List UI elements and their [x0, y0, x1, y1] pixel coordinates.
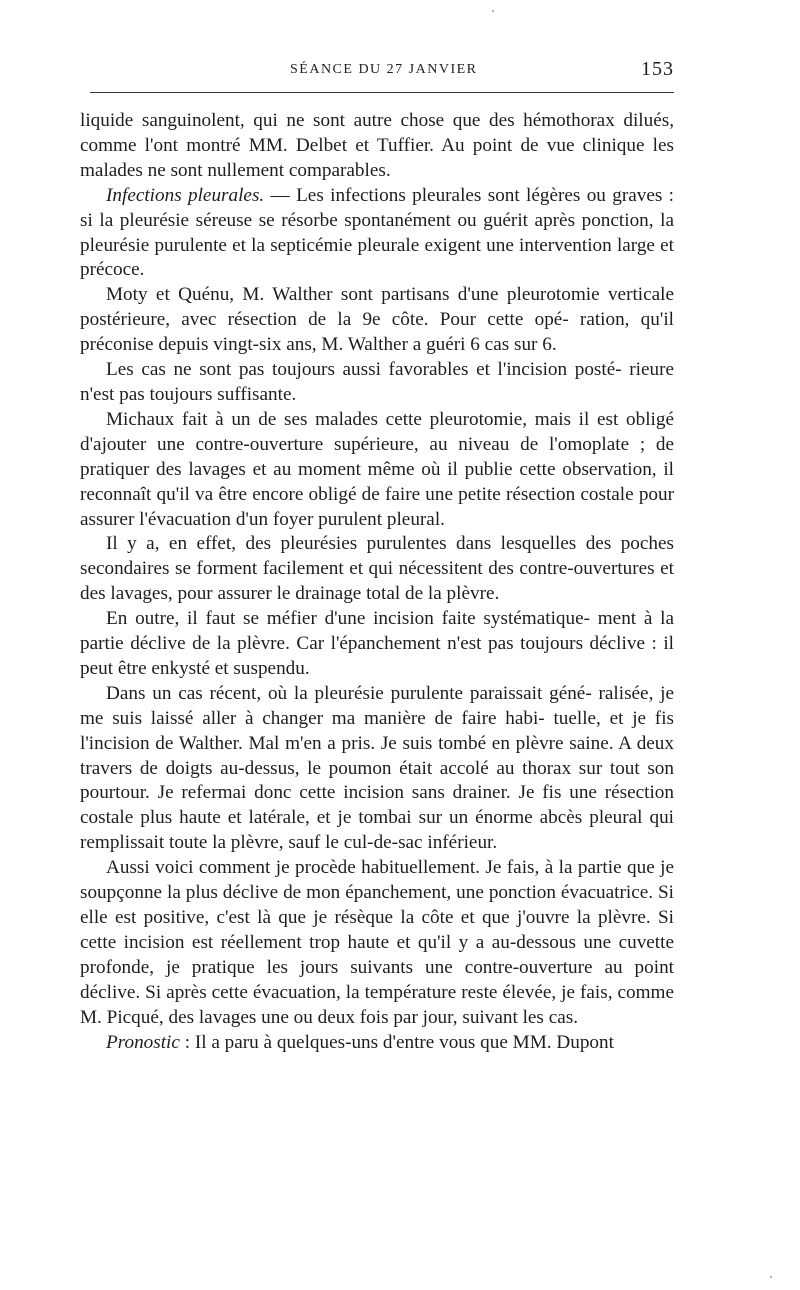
book-page: [80, 58, 674, 1055]
paragraph: [80, 358, 674, 408]
body-text: [80, 109, 674, 1055]
paragraph-text: Michaux fait à un de ses malades cette pleurotomie, mais il est obligé d'ajouter une contre-ouverture supérieure, au niveau de l'omoplate ; de pratiquer des lavages et au moment même où il publie cette observation, il reconnaît qu'il va être encore obligé de faire une petite résection costale pour assurer l'évacuation d'un foyer purulent pleural.: [80, 408, 674, 530]
paragraph-text: : Il a paru à quelques-uns d'entre vous que MM. Dupont: [179, 1031, 614, 1053]
paragraph: [80, 283, 674, 358]
paragraph-text: En outre, il faut se méfier d'une incision faite systématique- ment à la partie déclive de la plèvre. Car l'épanchement n'est pas toujours déclive : il peut être enkysté et suspendu.: [80, 608, 674, 679]
page-number: 153: [641, 58, 674, 80]
paragraph-text: liquide sanguinolent, qui ne sont autre chose que des hémothorax dilués, comme l'ont montré MM. Delbet et Tuffier. Au point de vue clinique les malades ne sont nullement comparables.: [80, 110, 674, 181]
paper-speck: [492, 10, 494, 12]
paper-speck: [770, 1276, 772, 1278]
section-heading-pronostic: Pronostic: [106, 1031, 180, 1053]
paragraph: [80, 1031, 674, 1056]
paragraph: [80, 184, 674, 284]
paragraph-text: Les cas ne sont pas toujours aussi favorables et l'incision posté- rieure n'est pas toujours suffisante.: [80, 359, 674, 405]
paragraph: [80, 408, 674, 533]
paragraph-text: — Les infections pleurales sont légères ou graves : si la pleurésie séreuse se résorbe spontanément ou guérit après ponction, la pleurésie purulente et la septicémie pleurale exigent une intervention large et précoce.: [80, 184, 674, 281]
paragraph: [80, 682, 674, 856]
running-title: SÉANCE DU 27 JANVIER: [290, 62, 478, 77]
paragraph-text: Aussi voici comment je procède habituellement. Je fais, à la partie que je soupçonne la plus déclive de mon épanchement, une ponction évacuatrice. Si elle est positive, c'est là que je résèque la côte et que j'ouvre la plèvre. Si cette incision est réellement trop haute et qu'il y a au-dessous une cuvette profonde, je pratique les jours suivants une contre-ouverture au point déclive. Si après cette évacuation, la température reste élevée, je fais, comme M. Picqué, des lavages une ou deux fois par jour, suivant les cas.: [80, 857, 674, 1028]
paragraph: [80, 856, 674, 1030]
paragraph: [80, 607, 674, 682]
paragraph: [80, 109, 674, 184]
header-rule: [90, 92, 674, 93]
paragraph: [80, 532, 674, 607]
page-header: [80, 58, 674, 84]
paragraph-text: Moty et Quénu, M. Walther sont partisans d'une pleurotomie verticale postérieure, avec résection de la 9e côte. Pour cette opé- ration, qu'il préconise depuis vingt-six ans, M. Walther a guéri 6 cas sur 6.: [80, 284, 674, 356]
paragraph-text: Il y a, en effet, des pleurésies purulentes dans lesquelles des poches secondaires se forment facilement et qui nécessitent des contre-ouvertures et des lavages, pour assurer le drainage total de la plèvre.: [80, 533, 674, 605]
paragraph-text: Dans un cas récent, où la pleurésie purulente paraissait géné- ralisée, je me suis laissé aller à changer ma manière de faire habi- tuelle, et je fis l'incision de Walther. Mal m'en a pris. Je suis tombé en plèvre saine. A deux travers de doigts au-dessus, le poumon était accolé au thorax sur tout son pourtour. Je refermai donc cette incision sans drainer. Je fis une résection costale plus haute et latérale, et je tombai sur un énorme abcès pleural qui remplissait toute la plèvre, sauf le cul-de-sac inférieur.: [80, 682, 674, 854]
section-heading-infections: Infections pleurales.: [106, 184, 265, 206]
